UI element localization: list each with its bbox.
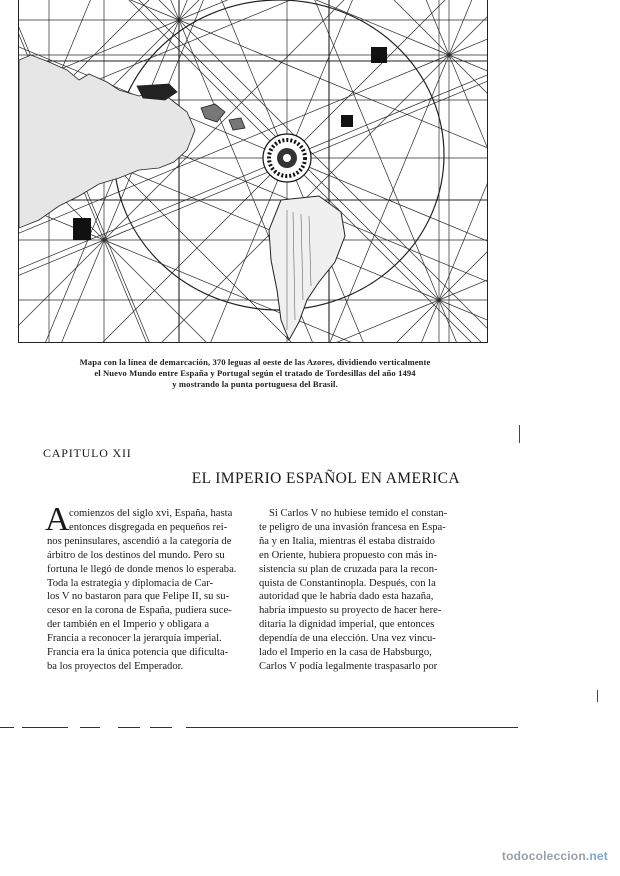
text-line: quista de Constantinopla. Después, con la — [259, 577, 436, 589]
rule-segment — [22, 727, 68, 728]
text-line: Francia a reconocer la jerarquía imperial. — [47, 633, 222, 645]
rhumb-line — [287, 0, 488, 158]
text-line: cesor en la corona de España, pudiera suce- — [47, 605, 232, 617]
rhumb-line — [19, 0, 449, 55]
rhumb-line — [439, 0, 488, 300]
chapter-label: CAPITULO XII — [43, 446, 132, 460]
rhumb-line — [19, 0, 449, 55]
text-line: los V no bastaron para que Felipe II, su su- — [47, 591, 230, 603]
rhumb-line — [179, 20, 447, 343]
chapter-title: EL IMPERIO ESPAÑOL EN AMERICA — [191, 470, 460, 487]
rhumb-line — [181, 0, 449, 55]
scan-mark — [597, 690, 598, 702]
rhumb-line — [287, 0, 488, 158]
rule-segment — [0, 727, 14, 728]
text-line: habría impuesto su proyecto de hacer here- — [259, 605, 442, 617]
text-line: te peligro de una invasión francesa en Espa- — [259, 521, 446, 533]
text-line: ba los proyectos del Emperador. — [47, 660, 184, 672]
rhumb-line — [19, 240, 104, 343]
portolan-map-illustration — [18, 0, 488, 343]
body-column-right — [259, 507, 459, 674]
text-line: Carlos V podía legalmente traspasarlo por — [259, 660, 438, 672]
rhumb-line — [19, 300, 439, 343]
site-watermark — [502, 849, 608, 863]
rule-segment — [150, 727, 172, 728]
text-line: Francia era la única potencia que dificulta- — [47, 647, 229, 659]
rhumb-line — [439, 0, 488, 300]
caption-line-3: y mostrando la punta portuguesa del Brasil. — [172, 379, 338, 389]
rhumb-line — [49, 0, 488, 100]
watermark-suffix: .net — [585, 849, 608, 863]
body-column-left — [45, 501, 252, 674]
text-line: árbitro de los destinos del mundo. Pero su — [47, 549, 225, 561]
rule-segment — [118, 727, 140, 728]
watermark-name: todocoleccion — [501, 849, 586, 863]
rhumb-line — [49, 0, 488, 100]
text-line: sistencia su plan de cruzada para la recon- — [259, 563, 438, 575]
text-line: ditaria la dignidad imperial, que entonces — [259, 619, 435, 631]
rhumb-line — [449, 55, 488, 323]
text-line: Toda la estrategia y diplomacia de Car- — [47, 577, 214, 589]
scan-mark — [519, 425, 520, 443]
text-line: comienzos del siglo xvi, España, hasta — [69, 508, 233, 519]
caption-line-2: el Nuevo Mundo entre España y Portugal según el tratado de Tordesillas del año 1494 — [94, 368, 416, 378]
text-line: Si Carlos V no hubiese temido el constan- — [269, 508, 448, 519]
map-caption — [40, 357, 470, 390]
rhumb-line — [19, 300, 439, 343]
text-line: ña y en Italia, mientras él estaba distraído — [259, 535, 435, 547]
text-line: fortuna le llegó de donde menos lo esperaba. — [47, 563, 237, 575]
rhumb-line — [19, 0, 179, 20]
text-line: lado el Imperio en la casa de Habsburgo, — [259, 647, 432, 659]
text-line: dependía de una elección. Una vez vincu- — [259, 633, 436, 645]
map-drawing — [19, 0, 488, 343]
rule-segment — [186, 727, 518, 728]
caption-line-1: Mapa con la línea de demarcación, 370 leguas al oeste de las Azores, dividiendo verticalmente — [79, 357, 431, 367]
rhumb-line — [19, 240, 104, 343]
rule-segment — [80, 727, 100, 728]
text-line: der también en el Imperio y obligara a — [47, 619, 210, 631]
drop-cap: A — [45, 501, 70, 538]
text-line: autoridad que le habría dado esta hazaña, — [259, 591, 434, 603]
text-line: nos peninsulares, ascendió a la categoría de — [47, 535, 232, 547]
text-line: entonces disgregada en pequeños rei- — [69, 521, 228, 533]
rhumb-line — [19, 240, 104, 343]
rhumb-line — [287, 0, 488, 158]
rhumb-line — [439, 32, 488, 300]
text-line: en Oriente, hubiera propuesto con más in- — [259, 549, 437, 561]
